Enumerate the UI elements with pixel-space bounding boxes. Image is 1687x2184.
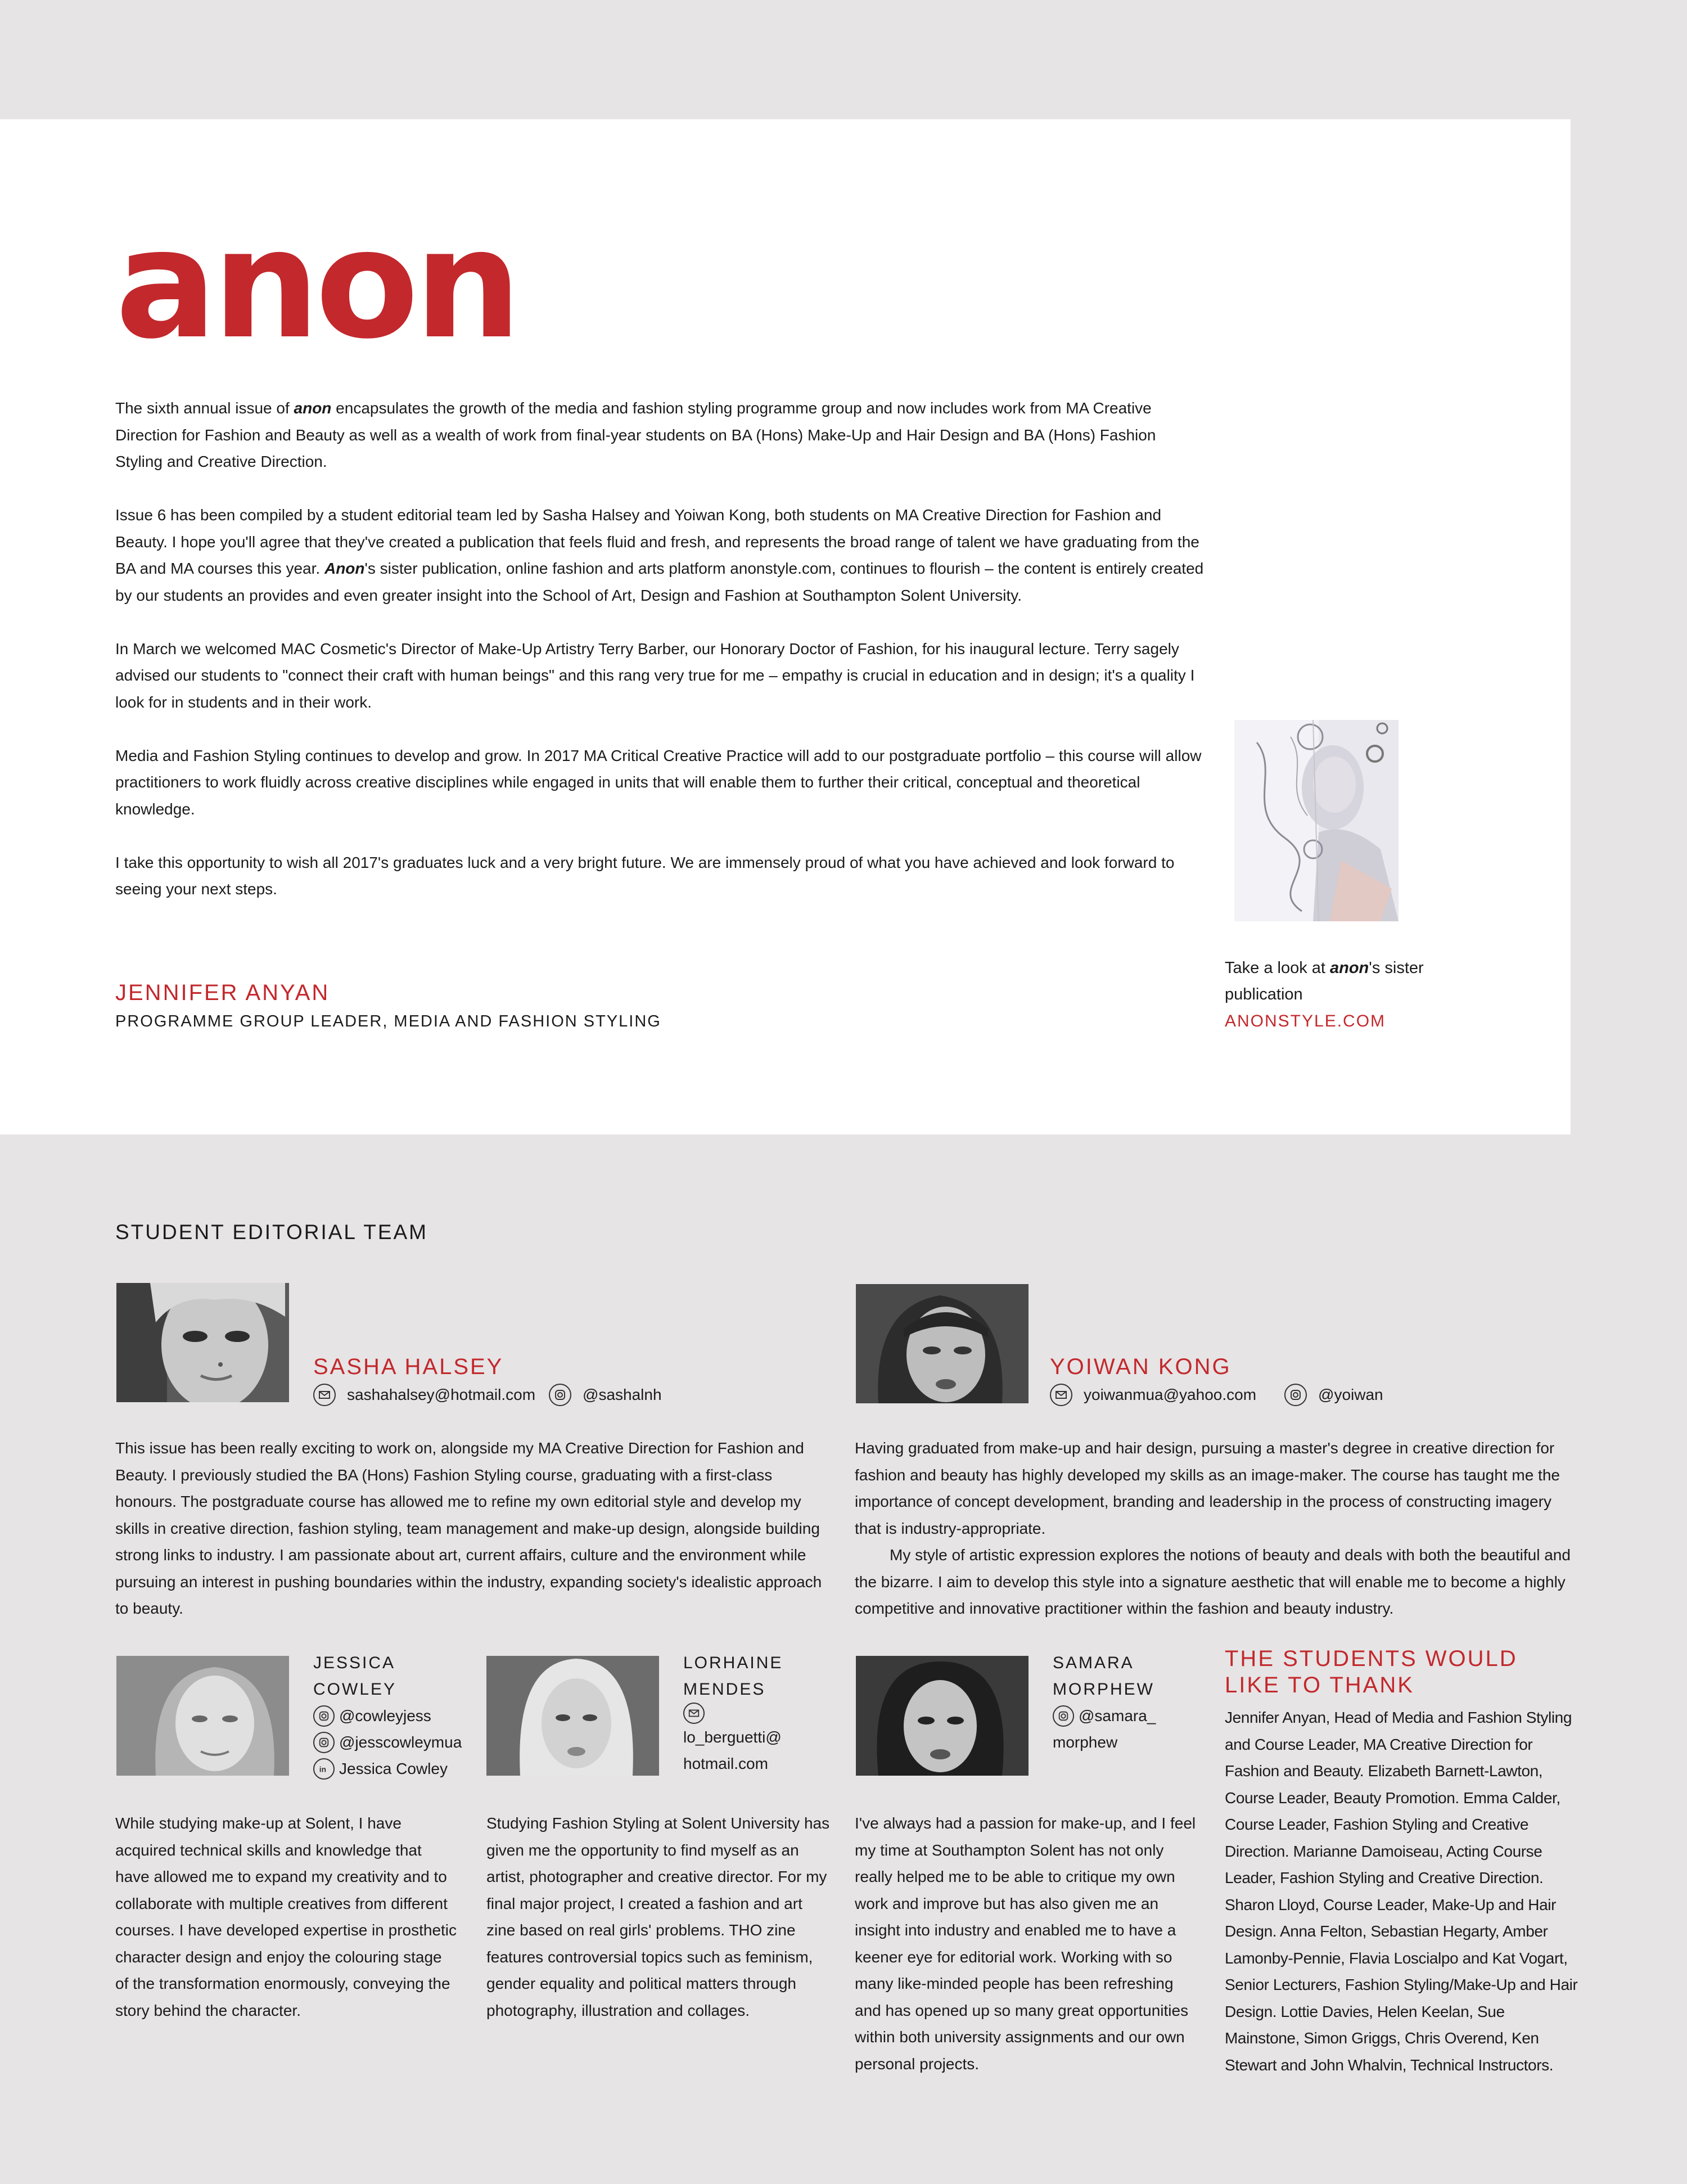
team-heading: STUDENT EDITORIAL TEAM (115, 1221, 428, 1244)
yoiwan-kong-photo (856, 1284, 1029, 1403)
sasha-email[interactable]: sashahalsey@hotmail.com (347, 1386, 536, 1403)
lorhaine-email-row (683, 1703, 783, 1724)
sasha-contacts (313, 1384, 662, 1406)
email-icon (313, 1384, 336, 1406)
instagram-icon (1284, 1384, 1307, 1406)
samara-name-first: SAMARA (1053, 1654, 1134, 1672)
samara-bio: I've always had a passion for make-up, and I feel my time at Southampton Solent has not only really helped me to be able to critique my own work and improve but has also given me an insight into industry and enabled me to have a keener eye for editorial work. Working with so many like-minded people has been refreshing and has opened up so many great opportunities within both university assignments and our own personal projects. (855, 1814, 1196, 2073)
jessica-cowley-photo (116, 1656, 289, 1776)
jessica-instagram-1[interactable]: @cowleyjess (313, 1703, 462, 1729)
lorhaine-email-1[interactable]: lo_berguetti@ (683, 1728, 782, 1746)
letter-paragraph-5: I take this opportunity to wish all 2017's graduates luck and a very bright future. We are immensely proud of what you have achieved and look forward to seeing your next steps. (115, 853, 1175, 898)
sister-note-text: Take a look at anon's sister publication (1225, 959, 1424, 1003)
yoiwan-bio-paragraph-2: My style of artistic expression explores the notions of beauty and deals with both the beautiful and the bizarre. I aim to develop this style into a signature aesthetic that will enable me to become a highly competitive and innovative practitioner within the fashion and beauty industry. (855, 1546, 1571, 1617)
jessica-bio: While studying make-up at Solent, I have acquired technical skills and knowledge that have allowed me to expand my creativity and to collaborate with multiple creatives from different courses. I have developed expertise in prosthetic character design and enjoy the colouring stage of the transformation enormously, conveying the story behind the character. (115, 1814, 457, 2019)
lorhaine-email-2[interactable]: hotmail.com (683, 1755, 768, 1772)
yoiwan-email[interactable]: yoiwanmua@yahoo.com (1084, 1386, 1257, 1403)
lorhaine-mendes-info (683, 1650, 783, 1777)
yoiwan-bio-paragraph-1: Having graduated from make-up and hair design, pursuing a master's degree in creative direction for fashion and beauty has highly developed my skills as an image-maker. The course has taught me the importance of concept development, branding and leadership in the process of constructing imagery that is industry-appropriate. (855, 1439, 1560, 1537)
instagram-icon (549, 1384, 571, 1406)
sasha-halsey-photo (116, 1283, 289, 1402)
sasha-halsey-name: SASHA HALSEY (313, 1354, 504, 1379)
sasha-bio: This issue has been really exciting to work on, alongside my MA Creative Direction for Fashion and Beauty. I previously studied the BA (Hons) Fashion Styling course, graduating with a first-class honours. The postgraduate course has allowed me to refine my own editorial style and develop my skills in creative direction, fashion styling, team management and make-up design, alongside building strong links to industry. I am passionate about art, current affairs, culture and the environment while pursuing an interest in pushing boundaries within the industry, expanding society's idealistic approach to beauty. (115, 1439, 822, 1617)
lorhaine-name-first: LORHAINE (683, 1654, 783, 1672)
sister-publication-note (1225, 955, 1450, 1034)
jessica-instagram-2[interactable]: @jesscowleymua (313, 1729, 462, 1755)
samara-morphew-info (1053, 1650, 1156, 1755)
thanks-list: Jennifer Anyan, Head of Media and Fashion Styling and Course Leader, MA Creative Direction for Fashion and Beauty. Elizabeth Barnett-Lawton, Course Leader, Beauty Promotion. Emma Calder, Course Leader, Fashion Styling and Creative Direction. Marianne Damoiseau, Acting Course Leader, Fashion Styling and Creative Direction. Sharon Lloyd, Course Leader, Make-Up and Hair Design. Anna Felton, Sebastian Hegarty, Amber Lamonby-Pennie, Flavia Loscialpo and Kat Vogart, Senior Lecturers, Fashion Styling/Make-Up and Hair Design. Lottie Davies, Helen Keelan, Sue Mainstone, Simon Griggs, Chris Overend, Ken Stewart and John Whalvin, Technical Instructors. (1225, 1709, 1578, 2074)
jessica-cowley-info (313, 1650, 462, 1782)
samara-morphew-photo (856, 1656, 1029, 1776)
lorhaine-bio: Studying Fashion Styling at Solent University has given me the opportunity to find myself as an artist, photographer and creative director. For my final major project, I created a fashion and art zine based on real girls' problems. THO zine features controversial topics such as feminism, gender equality and political matters through photography, illustration and collages. (486, 1814, 830, 2019)
lorhaine-name-last: MENDES (683, 1680, 766, 1699)
instagram-icon (1053, 1705, 1074, 1727)
yoiwan-kong-name: YOIWAN KONG (1050, 1354, 1232, 1379)
email-icon (1050, 1384, 1072, 1406)
masthead-logo: anon (115, 197, 517, 372)
jessica-name-first: JESSICA (313, 1654, 396, 1672)
letter-paragraph-3: In March we welcomed MAC Cosmetic's Director of Make-Up Artistry Terry Barber, our Honorary Doctor of Fashion, for his inaugural lecture. Terry sagely advised our students to "connect their craft with human beings" and this rang very true for me – empathy is crucial in education and in design; it's a quality I look for in students and in their work. (115, 640, 1195, 711)
instagram-icon (313, 1705, 335, 1727)
thanks-heading: THE STUDENTS WOULD LIKE TO THANK (1225, 1646, 1518, 1697)
yoiwan-instagram[interactable]: @yoiwan (1318, 1386, 1383, 1403)
samara-instagram-1[interactable]: @samara_ (1053, 1703, 1156, 1729)
samara-name-last: MORPHEW (1053, 1680, 1154, 1699)
instagram-icon (313, 1732, 335, 1753)
signer-title: PROGRAMME GROUP LEADER, MEDIA AND FASHION STYLING (115, 1012, 661, 1030)
sister-publication-thumbnail[interactable] (1234, 720, 1399, 921)
samara-instagram-2[interactable]: morphew (1053, 1733, 1118, 1751)
anonstyle-link[interactable]: ANONSTYLE.COM (1225, 1012, 1386, 1030)
signer-name: JENNIFER ANYAN (115, 980, 330, 1005)
linkedin-icon (313, 1758, 335, 1780)
jessica-name-last: COWLEY (313, 1680, 397, 1699)
yoiwan-contacts (1050, 1384, 1383, 1406)
jessica-linkedin[interactable]: in Jessica Cowley (313, 1755, 462, 1782)
editor-letter (115, 395, 1206, 929)
sasha-instagram[interactable]: @sashalnh (583, 1386, 662, 1403)
letter-paragraph-2: Issue 6 has been compiled by a student editorial team led by Sasha Halsey and Yoiwan Kong, both students on MA Creative Direction for Fashion and Beauty. I hope you'll agree that they've created a publication that feels fluid and fresh, and represents the broad range of talent we have graduating from the BA and MA courses this year. Anon's sister publication, online fashion and arts platform anonstyle.com, continues to flourish – the content is entirely created by our students an provides and even greater insight into the School of Art, Design and Fashion at Southampton Solent University. (115, 506, 1204, 604)
email-icon (683, 1703, 705, 1724)
svg-text:in: in (319, 1765, 326, 1773)
lorhaine-mendes-photo (486, 1656, 659, 1776)
yoiwan-bio (855, 1435, 1580, 1622)
letter-paragraph-1: The sixth annual issue of anon encapsulates the growth of the media and fashion styling programme group and now includes work from MA Creative Direction for Fashion and Beauty as well as a wealth of work from final-year students on BA (Hons) Make-Up and Hair Design and BA (Hons) Fashion Styling and Creative Direction. (115, 399, 1156, 470)
letter-paragraph-4: Media and Fashion Styling continues to develop and grow. In 2017 MA Critical Creative Practice will add to our postgraduate portfolio – this course will allow practitioners to work fluidly across creative disciplines while engaged in units that will enable them to further their critical, conceptual and theoretical knowledge. (115, 746, 1202, 818)
